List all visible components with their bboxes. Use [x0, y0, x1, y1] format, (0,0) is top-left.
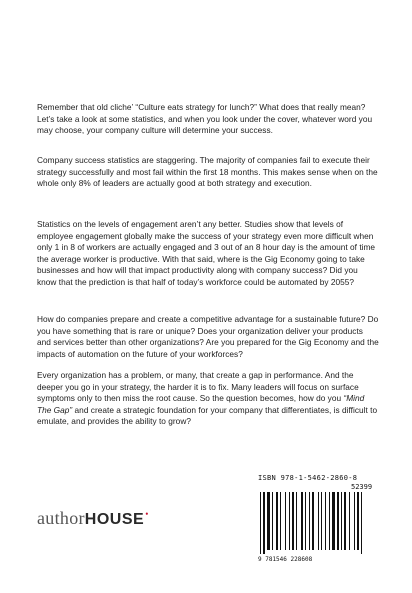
barcode-bar	[329, 492, 330, 550]
barcode-bar	[325, 492, 326, 550]
barcode-bar	[337, 492, 339, 550]
barcode-bar	[301, 492, 303, 550]
price-code: 52399	[351, 483, 373, 491]
paragraph-culture: Remember that old cliche’ “Culture eats strategy for lunch?” What does that really mean? Let’s take a look at some statistics, and when you look under the cover, whatever word you may choose, your company culture will determine your success.	[37, 102, 373, 136]
barcode-bar	[321, 492, 322, 550]
barcode-bar	[263, 492, 265, 554]
logo-house-text: HOUSE	[84, 511, 145, 528]
paragraph-mind-the-gap-text-end: and create a strategic foundation for your company that differentiates, is difficult to emulate, and provides the ability to grow?	[37, 404, 378, 427]
barcode-bar	[361, 492, 362, 554]
barcode-bar	[276, 492, 278, 550]
barcode-bar	[289, 492, 290, 550]
barcode-bar	[260, 492, 261, 554]
paragraph-engagement: Statistics on the levels of engagement aren’t any better. Studies show that levels of employee engagement globally make the success of your strategy even more difficult when only 1 in 8 of workers are actually engaged and 3 out of an 8 hour day is the amount of time the average worker is productive. With that said, where is the Gig Economy going to take businesses and how will that impact productivity along with company success? Did you know that the prediction is that half of today’s workforce could be automated by 2055?	[37, 219, 376, 287]
barcode-bars	[258, 492, 386, 554]
logo-author-text: author	[37, 508, 85, 528]
publisher-logo	[37, 508, 149, 529]
isbn-barcode	[258, 474, 386, 566]
barcode-bar	[272, 492, 273, 550]
paragraph-competitive-advantage: How do companies prepare and create a competitive advantage for a sustainable future? Do you have something that is rare or unique? Does your organization deliver your products and services better than other organizations? Are you prepared for the Gig Economy and the impacts of automation on the future of your workforces?	[37, 314, 379, 359]
barcode-bar	[318, 492, 319, 550]
barcode-bar	[354, 492, 355, 550]
barcode-bar	[344, 492, 346, 550]
barcode-bar	[341, 492, 342, 550]
logo-mark-icon: •	[145, 509, 149, 519]
mind-the-gap-emphasis: “Mind The Gap”	[37, 393, 365, 415]
barcode-number: 9 781546 228608	[258, 556, 313, 563]
isbn-label: ISBN 978-1-5462-2860-8	[258, 474, 358, 482]
barcode-bar	[357, 492, 359, 550]
barcode-bar	[296, 492, 297, 550]
barcode-bar	[309, 492, 310, 550]
barcode-bar	[312, 492, 314, 550]
barcode-bar	[292, 492, 294, 550]
barcode-bar	[285, 492, 286, 550]
barcode-bar	[349, 492, 350, 550]
barcode-bar	[332, 492, 335, 550]
paragraph-mind-the-gap	[37, 370, 379, 428]
barcode-bar	[305, 492, 306, 550]
paragraph-success-statistics: Company success statistics are staggering. The majority of companies fail to execute their strategy successfully and most fail within the first 18 months. This makes sense when on the whole only 8% of leaders are actually good at both strategy and execution.	[37, 155, 378, 189]
paragraph-mind-the-gap-text-start: Every organization has a problem, or many, that create a gap in performance. And the deeper you go in your strategy, the harder it is to fix. Many leaders will focus on surface symptoms only to then miss the root cause. So the question becomes, how do you	[37, 370, 359, 404]
barcode-bar	[267, 492, 270, 550]
barcode-bar	[280, 492, 281, 550]
